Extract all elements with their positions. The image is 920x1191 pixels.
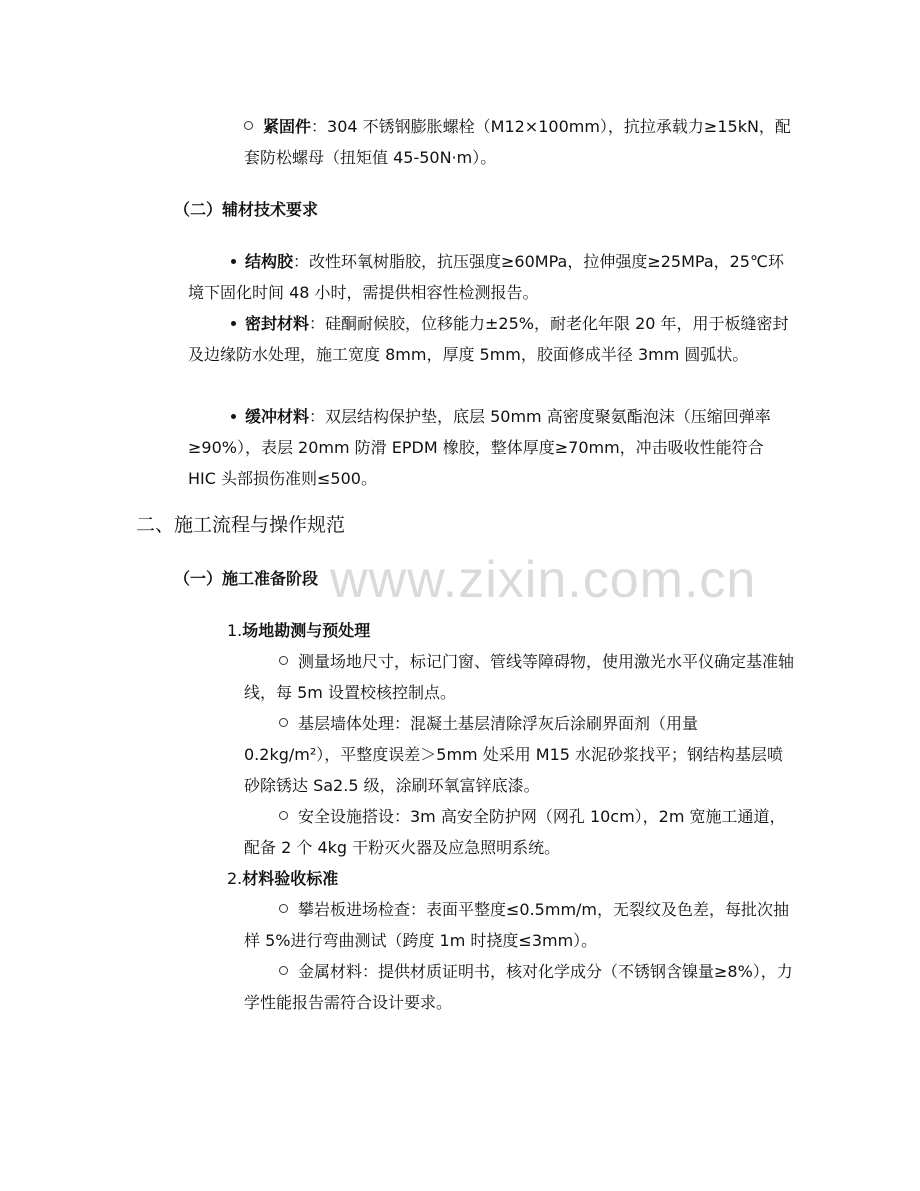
hollow-bullet-icon — [279, 966, 288, 975]
step2-item — [244, 894, 794, 956]
aux-item-sealant — [188, 308, 794, 370]
step2-heading — [227, 863, 338, 894]
item-text: ：304 不锈钢膨胀螺栓（M12×100mm），抗拉承载力≥15kN，配套防松螺母（扭矩值 45-50N·m）。 — [244, 117, 791, 167]
step1-heading — [227, 615, 370, 646]
watermark: www.zixin.com.cn — [330, 551, 757, 609]
step-title: 材料验收标准 — [242, 869, 339, 888]
item-label: 结构胶 — [245, 252, 294, 271]
item-label: 缓冲材料 — [245, 407, 310, 426]
hollow-bullet-icon — [244, 121, 253, 130]
bullet-icon — [231, 259, 236, 264]
step-title: 场地勘测与预处理 — [242, 621, 371, 640]
bullet-icon — [231, 321, 236, 326]
item-text: 测量场地尺寸，标记门窗、管线等障碍物，使用激光水平仪确定基准轴线，每 5m 设置校核控制点。 — [244, 652, 795, 702]
step-number: 2. — [227, 869, 243, 888]
fastener-item — [244, 111, 794, 173]
section2-heading: 二、施工流程与操作规范 — [136, 514, 346, 536]
step1-item — [244, 708, 794, 801]
item-text: 攀岩板进场检查：表面平整度≤0.5mm/m，无裂纹及色差，每批次抽样 5%进行弯曲测试（跨度 1m 时挠度≤3mm）。 — [244, 900, 790, 950]
item-text: 金属材料：提供材质证明书，核对化学成分（不锈钢含镍量≥8%），力学性能报告需符合设计要求。 — [244, 962, 793, 1012]
prep-stage-heading: （一）施工准备阶段 — [174, 569, 319, 588]
step-number: 1. — [227, 621, 243, 640]
hollow-bullet-icon — [279, 904, 288, 913]
item-text: 安全设施搭设：3m 高安全防护网（网孔 10cm），2m 宽施工通道，配备 2 个 4kg 干粉灭火器及应急照明系统。 — [244, 807, 786, 857]
hollow-bullet-icon — [279, 811, 288, 820]
step1-item — [244, 801, 794, 863]
item-label: 紧固件 — [263, 117, 312, 136]
aux-item-structural-adhesive — [188, 246, 794, 308]
item-text: ：双层结构保护垫，底层 50mm 高密度聚氨酯泡沫（压缩回弹率≥90%），表层 20mm 防滑 EPDM 橡胶，整体厚度≥70mm，冲击吸收性能符合 HIC 头部损伤准则≤500。 — [188, 407, 771, 488]
item-text: ：硅酮耐候胶，位移能力±25%，耐老化年限 20 年，用于板缝密封及边缘防水处理，施工宽度 8mm，厚度 5mm，胶面修成半径 3mm 圆弧状。 — [188, 314, 789, 364]
item-text: 基层墙体处理：混凝土基层清除浮灰后涂刷界面剂（用量 0.2kg/m²），平整度误差＞5mm 处采用 M15 水泥砂浆找平；钢结构基层喷砂除锈达 Sa2.5 级，涂刷环氧富锌底漆。 — [244, 714, 784, 795]
aux-item-cushion — [188, 401, 794, 494]
item-label: 密封材料 — [245, 314, 310, 333]
aux-materials-heading: （二）辅材技术要求 — [174, 200, 319, 219]
step1-item — [244, 646, 794, 708]
item-text: ：改性环氧树脂胶，抗压强度≥60MPa，拉伸强度≥25MPa，25℃环境下固化时间 48 小时，需提供相容性检测报告。 — [188, 252, 784, 302]
hollow-bullet-icon — [279, 656, 288, 665]
hollow-bullet-icon — [279, 718, 288, 727]
bullet-icon — [231, 414, 236, 419]
step2-item — [244, 956, 794, 1018]
